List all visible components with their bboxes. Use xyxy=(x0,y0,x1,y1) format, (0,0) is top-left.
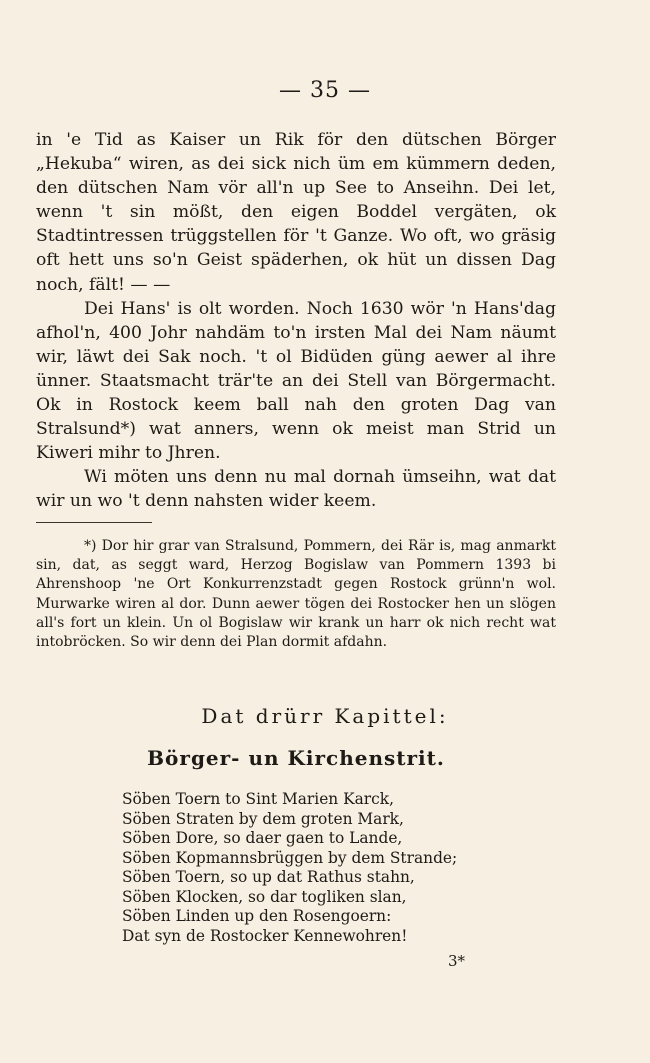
footnote xyxy=(36,537,556,652)
footnote-text: *) Dor hir grar van Stralsund, Pommern, dei Rär is, mag anmarkt sin, dat, as seggt ward, Herzog Bogislaw van Pommern 1393 bi Ahrenshoop 'ne Ort Konkurrenzstadt gegen Rostock grünn'n wol. Murwarke wiren al dor. Dunn aewer tögen dei Rostocker hen un slögen all's fort un klein. Un ol Bogislaw wir krank un harr ok nich recht wat intobröcken. So wir denn dei Plan dormit afdahn. xyxy=(36,538,556,651)
page-number: — 35 — xyxy=(279,78,371,103)
poem-line: Söben Straten by dem groten Mark, xyxy=(122,809,404,828)
paragraph: Dei Hans' is olt worden. Noch 1630 wör 'n Hans'dag afhol'n, 400 Johr nahdäm to'n irsten Mal dei Nam näumt wir, läwt dei Sak noch. 't ol Bidüden güng aewer al ihre ünner. Staatsmacht trär'te an dei Stell van Börgermacht. Ok in Rostock keem ball nah den groten Dag van Stralsund*) wat anners, wenn ok meist man Strid un Kiweri mihr to Jhren. xyxy=(36,298,556,464)
main-text xyxy=(36,128,556,514)
poem-line: Söben Dore, so daer gaen to Lande, xyxy=(122,829,403,847)
paragraph: in 'e Tid as Kaiser un Rik för den dütschen Börger „Hekuba“ wiren, as dei sick nich üm em kümmern deden, den dütschen Nam vör all'n up See to Anseihn. Dei let, wenn 't sin mößt, den eigen Boddel vergäten, ok Stadtintressen trüggstellen för 't Ganze. Wo oft, wo gräsig oft hett uns so'n Geist späderhen, ok hüt un dissen Dag noch, fält! — — xyxy=(36,130,556,295)
poem-line: Söben Klocken, so dar togliken slan, xyxy=(122,887,407,906)
poem-line: Söben Kopmannsbrüggen by dem Strande; xyxy=(122,848,458,867)
chapter-title: Börger- un Kirchenstrit. xyxy=(147,746,445,770)
poem-line: Söben Toern to Sint Marien Karck, xyxy=(122,790,394,808)
chapter-heading: Dat drürr Kapittel: xyxy=(201,704,449,728)
poem xyxy=(122,790,562,946)
paragraph: Wi möten uns denn nu mal dornah ümseihn, wat dat wir un wo 't denn nahsten wider keem. xyxy=(36,467,556,512)
poem-line: Dat syn de Rostocker Kennewohren! xyxy=(122,926,408,945)
poem-line: Söben Linden up den Rosengoern: xyxy=(122,907,392,925)
poem-line: Söben Toern, so up dat Rathus stahn, xyxy=(122,868,415,886)
signature-mark: 3* xyxy=(448,952,466,970)
footnote-rule xyxy=(36,522,152,523)
